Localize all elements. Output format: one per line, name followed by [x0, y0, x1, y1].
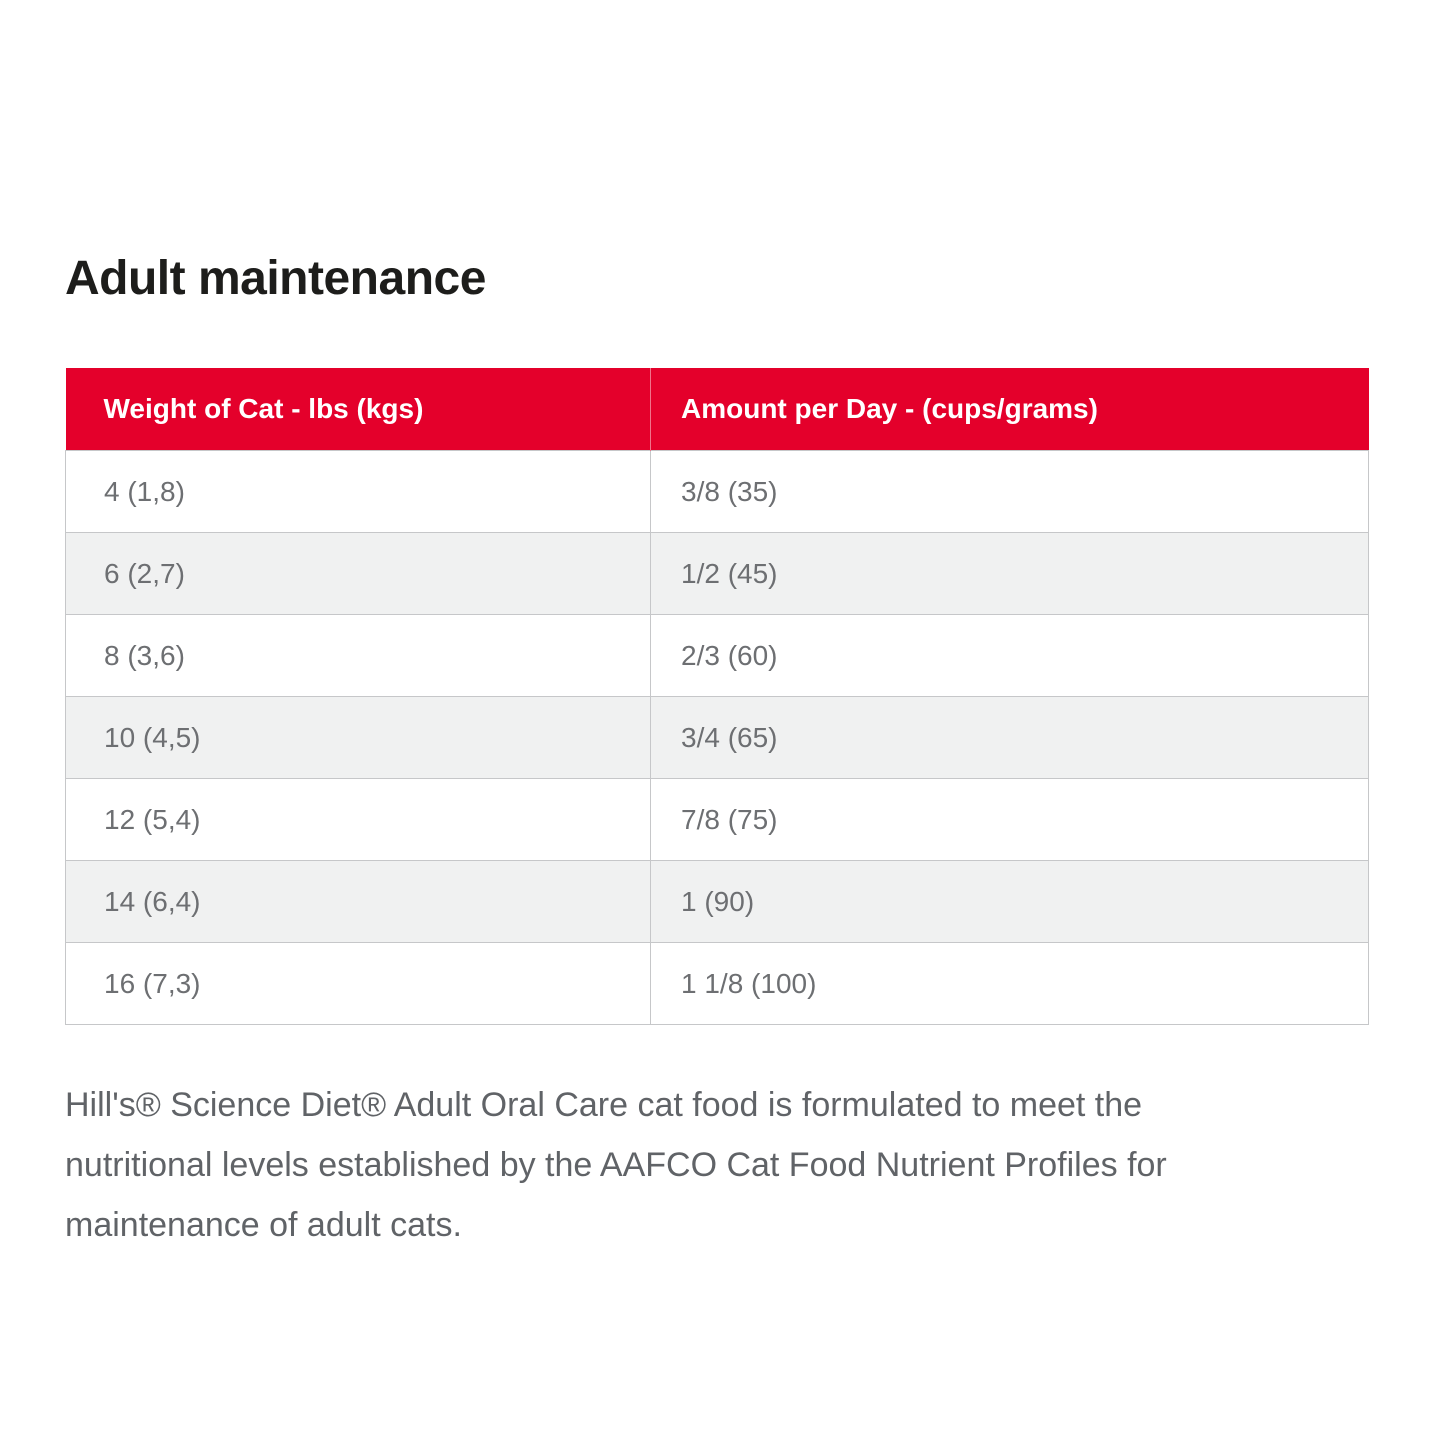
- column-header-weight: Weight of Cat - lbs (kgs): [66, 368, 651, 451]
- aafco-statement-line: maintenance of adult cats.: [65, 1206, 462, 1245]
- table-header: [66, 368, 1369, 451]
- column-header-amount: Amount per Day - (cups/grams): [651, 368, 1369, 451]
- table-row: [66, 943, 1369, 1025]
- amount-cell: 1 1/8 (100): [651, 943, 1369, 1025]
- page-title: Adult maintenance: [65, 252, 486, 305]
- weight-cell: 6 (2,7): [66, 533, 651, 615]
- table-row: [66, 615, 1369, 697]
- table-row: [66, 779, 1369, 861]
- aafco-statement: [65, 1025, 1380, 1255]
- aafco-statement-line: nutritional levels established by the AAFCO Cat Food Nutrient Profiles for: [65, 1146, 1167, 1185]
- weight-cell: 4 (1,8): [66, 451, 651, 533]
- weight-cell: 8 (3,6): [66, 615, 651, 697]
- weight-cell: 12 (5,4): [66, 779, 651, 861]
- amount-cell: 3/8 (35): [651, 451, 1369, 533]
- table-row: [66, 533, 1369, 615]
- table-header-row: [66, 368, 1369, 451]
- table-row: [66, 697, 1369, 779]
- table-body: [66, 451, 1369, 1025]
- amount-cell: 1/2 (45): [651, 533, 1369, 615]
- weight-cell: 14 (6,4): [66, 861, 651, 943]
- table-row: [66, 861, 1369, 943]
- weight-cell: 16 (7,3): [66, 943, 651, 1025]
- aafco-statement-line: Hill's® Science Diet® Adult Oral Care cat food is formulated to meet the: [65, 1086, 1143, 1125]
- feeding-guide-table: [65, 368, 1369, 1026]
- table-row: [66, 451, 1369, 533]
- amount-cell: 3/4 (65): [651, 697, 1369, 779]
- weight-cell: 10 (4,5): [66, 697, 651, 779]
- amount-cell: 2/3 (60): [651, 615, 1369, 697]
- amount-cell: 1 (90): [651, 861, 1369, 943]
- amount-cell: 7/8 (75): [651, 779, 1369, 861]
